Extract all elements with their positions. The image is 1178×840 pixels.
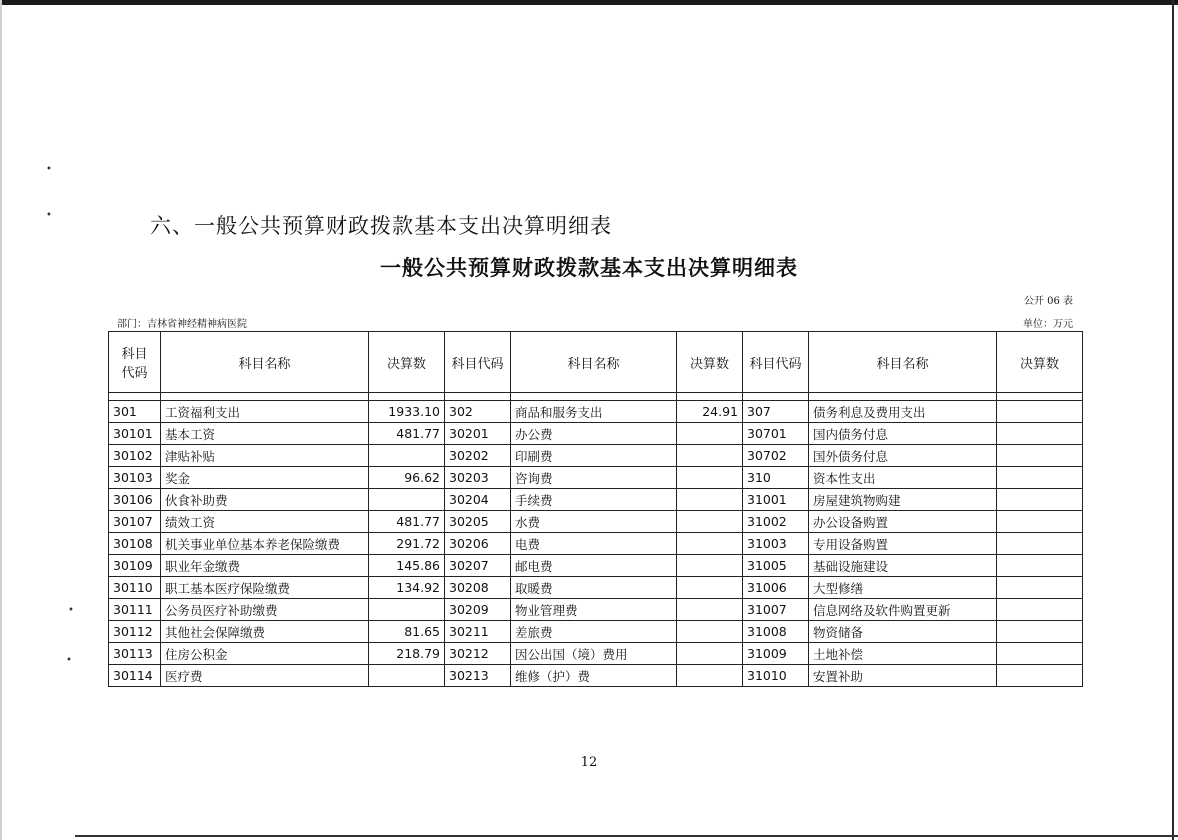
cell-amount: 96.62 <box>369 467 445 489</box>
table-row <box>109 467 1083 489</box>
header-code: 科目 代码 <box>109 332 161 393</box>
table-row <box>109 489 1083 511</box>
department-label: 部门：吉林省神经精神病医院 <box>117 319 247 330</box>
cell-name: 国内债务付息 <box>809 423 997 445</box>
scan-speck: • <box>66 655 72 666</box>
cell-name: 电费 <box>511 533 677 555</box>
cell-amount <box>677 511 743 533</box>
cell-name: 取暖费 <box>511 577 677 599</box>
cell-name: 差旅费 <box>511 621 677 643</box>
header-name: 科目名称 <box>161 332 369 393</box>
cell-code: 30206 <box>445 533 511 555</box>
cell-name: 职业年金缴费 <box>161 555 369 577</box>
cell-amount <box>677 489 743 511</box>
cell-amount: 24.91 <box>677 401 743 423</box>
cell-code: 30207 <box>445 555 511 577</box>
cell-code: 30109 <box>109 555 161 577</box>
cell-name: 公务员医疗补助缴费 <box>161 599 369 621</box>
scan-border-right <box>1172 0 1174 840</box>
table-row <box>109 621 1083 643</box>
cell-amount: 218.79 <box>369 643 445 665</box>
cell-amount <box>997 599 1083 621</box>
header-name: 科目名称 <box>511 332 677 393</box>
cell-name: 职工基本医疗保险缴费 <box>161 577 369 599</box>
cell-code: 30103 <box>109 467 161 489</box>
cell-amount <box>997 423 1083 445</box>
cell-name: 资本性支出 <box>809 467 997 489</box>
table-row <box>109 643 1083 665</box>
cell-amount <box>677 599 743 621</box>
table-row <box>109 423 1083 445</box>
cell-code: 30213 <box>445 665 511 687</box>
cell-code: 31002 <box>743 511 809 533</box>
cell-amount <box>677 445 743 467</box>
cell-name: 办公设备购置 <box>809 511 997 533</box>
cell-name: 土地补偿 <box>809 643 997 665</box>
header-amount: 决算数 <box>369 332 445 393</box>
table-header-row <box>109 332 1083 393</box>
cell-amount <box>997 665 1083 687</box>
cell-name: 水费 <box>511 511 677 533</box>
cell-code: 30106 <box>109 489 161 511</box>
cell-amount <box>369 445 445 467</box>
cell-code: 30209 <box>445 599 511 621</box>
cell-amount <box>677 643 743 665</box>
cell-name: 其他社会保障缴费 <box>161 621 369 643</box>
cell-code: 30113 <box>109 643 161 665</box>
header-amount: 决算数 <box>997 332 1083 393</box>
header-spacer-row <box>109 393 1083 401</box>
cell-amount <box>677 423 743 445</box>
cell-code: 31006 <box>743 577 809 599</box>
cell-amount <box>369 489 445 511</box>
cell-amount: 134.92 <box>369 577 445 599</box>
table-row <box>109 511 1083 533</box>
cell-code: 30208 <box>445 577 511 599</box>
cell-amount <box>997 533 1083 555</box>
cell-code: 30201 <box>445 423 511 445</box>
cell-name: 基本工资 <box>161 423 369 445</box>
cell-code: 31005 <box>743 555 809 577</box>
cell-code: 310 <box>743 467 809 489</box>
page-number: 12 <box>580 755 598 770</box>
cell-code: 31003 <box>743 533 809 555</box>
cell-code: 31001 <box>743 489 809 511</box>
cell-amount: 481.77 <box>369 423 445 445</box>
table-row <box>109 665 1083 687</box>
cell-name: 安置补助 <box>809 665 997 687</box>
cell-code: 30111 <box>109 599 161 621</box>
table-row <box>109 533 1083 555</box>
cell-amount <box>677 533 743 555</box>
cell-name: 咨询费 <box>511 467 677 489</box>
cell-amount <box>997 445 1083 467</box>
cell-amount <box>369 665 445 687</box>
cell-name: 办公费 <box>511 423 677 445</box>
header-name: 科目名称 <box>809 332 997 393</box>
header-code: 科目代码 <box>445 332 511 393</box>
scan-border-left <box>0 0 2 840</box>
scan-speck: • <box>68 605 74 616</box>
cell-code: 30110 <box>109 577 161 599</box>
cell-amount <box>997 401 1083 423</box>
scan-speck: • <box>46 210 52 221</box>
cell-code: 30203 <box>445 467 511 489</box>
scan-border-bottom <box>75 835 1178 837</box>
cell-amount <box>677 467 743 489</box>
cell-amount <box>997 467 1083 489</box>
cell-name: 物业管理费 <box>511 599 677 621</box>
expenditure-table <box>108 331 1083 687</box>
cell-name: 国外债务付息 <box>809 445 997 467</box>
cell-name: 基础设施建设 <box>809 555 997 577</box>
cell-amount <box>677 555 743 577</box>
table-title: 一般公共预算财政拨款基本支出决算明细表 <box>380 255 798 280</box>
cell-code: 30702 <box>743 445 809 467</box>
cell-name: 伙食补助费 <box>161 489 369 511</box>
cell-name: 维修（护）费 <box>511 665 677 687</box>
scan-speck: • <box>46 164 52 175</box>
cell-name: 绩效工资 <box>161 511 369 533</box>
cell-code: 307 <box>743 401 809 423</box>
form-number: 公开 06 表 <box>1023 296 1073 307</box>
table-row <box>109 555 1083 577</box>
section-title: 六、一般公共预算财政拨款基本支出决算明细表 <box>150 214 612 238</box>
cell-name: 房屋建筑物购建 <box>809 489 997 511</box>
cell-name: 专用设备购置 <box>809 533 997 555</box>
cell-name: 工资福利支出 <box>161 401 369 423</box>
cell-code: 30107 <box>109 511 161 533</box>
cell-name: 住房公积金 <box>161 643 369 665</box>
cell-amount <box>677 665 743 687</box>
cell-amount: 1933.10 <box>369 401 445 423</box>
cell-amount <box>369 599 445 621</box>
cell-name: 印刷费 <box>511 445 677 467</box>
cell-code: 301 <box>109 401 161 423</box>
table-row <box>109 401 1083 423</box>
scan-border-top <box>0 0 1178 5</box>
cell-name: 机关事业单位基本养老保险缴费 <box>161 533 369 555</box>
cell-name: 手续费 <box>511 489 677 511</box>
cell-amount: 81.65 <box>369 621 445 643</box>
cell-code: 31009 <box>743 643 809 665</box>
cell-amount <box>677 577 743 599</box>
cell-code: 31008 <box>743 621 809 643</box>
cell-code: 31007 <box>743 599 809 621</box>
cell-amount: 145.86 <box>369 555 445 577</box>
cell-code: 30114 <box>109 665 161 687</box>
cell-name: 医疗费 <box>161 665 369 687</box>
cell-amount: 481.77 <box>369 511 445 533</box>
cell-name: 商品和服务支出 <box>511 401 677 423</box>
table-row <box>109 599 1083 621</box>
cell-name: 津贴补贴 <box>161 445 369 467</box>
cell-amount <box>997 511 1083 533</box>
cell-code: 30101 <box>109 423 161 445</box>
cell-code: 30204 <box>445 489 511 511</box>
cell-code: 31010 <box>743 665 809 687</box>
cell-code: 30202 <box>445 445 511 467</box>
cell-code: 30112 <box>109 621 161 643</box>
cell-amount <box>997 555 1083 577</box>
header-code: 科目代码 <box>743 332 809 393</box>
table-row <box>109 445 1083 467</box>
cell-name: 债务利息及费用支出 <box>809 401 997 423</box>
cell-amount <box>997 489 1083 511</box>
cell-name: 因公出国（境）费用 <box>511 643 677 665</box>
cell-amount: 291.72 <box>369 533 445 555</box>
table-row <box>109 577 1083 599</box>
cell-name: 大型修缮 <box>809 577 997 599</box>
unit-label: 单位：万元 <box>1023 319 1073 330</box>
cell-amount <box>677 621 743 643</box>
cell-name: 邮电费 <box>511 555 677 577</box>
cell-name: 奖金 <box>161 467 369 489</box>
cell-code: 30701 <box>743 423 809 445</box>
cell-code: 30211 <box>445 621 511 643</box>
cell-name: 信息网络及软件购置更新 <box>809 599 997 621</box>
header-amount: 决算数 <box>677 332 743 393</box>
cell-name: 物资储备 <box>809 621 997 643</box>
cell-amount <box>997 621 1083 643</box>
cell-code: 30108 <box>109 533 161 555</box>
cell-code: 30102 <box>109 445 161 467</box>
cell-code: 30212 <box>445 643 511 665</box>
cell-amount <box>997 643 1083 665</box>
cell-code: 30205 <box>445 511 511 533</box>
cell-amount <box>997 577 1083 599</box>
cell-code: 302 <box>445 401 511 423</box>
